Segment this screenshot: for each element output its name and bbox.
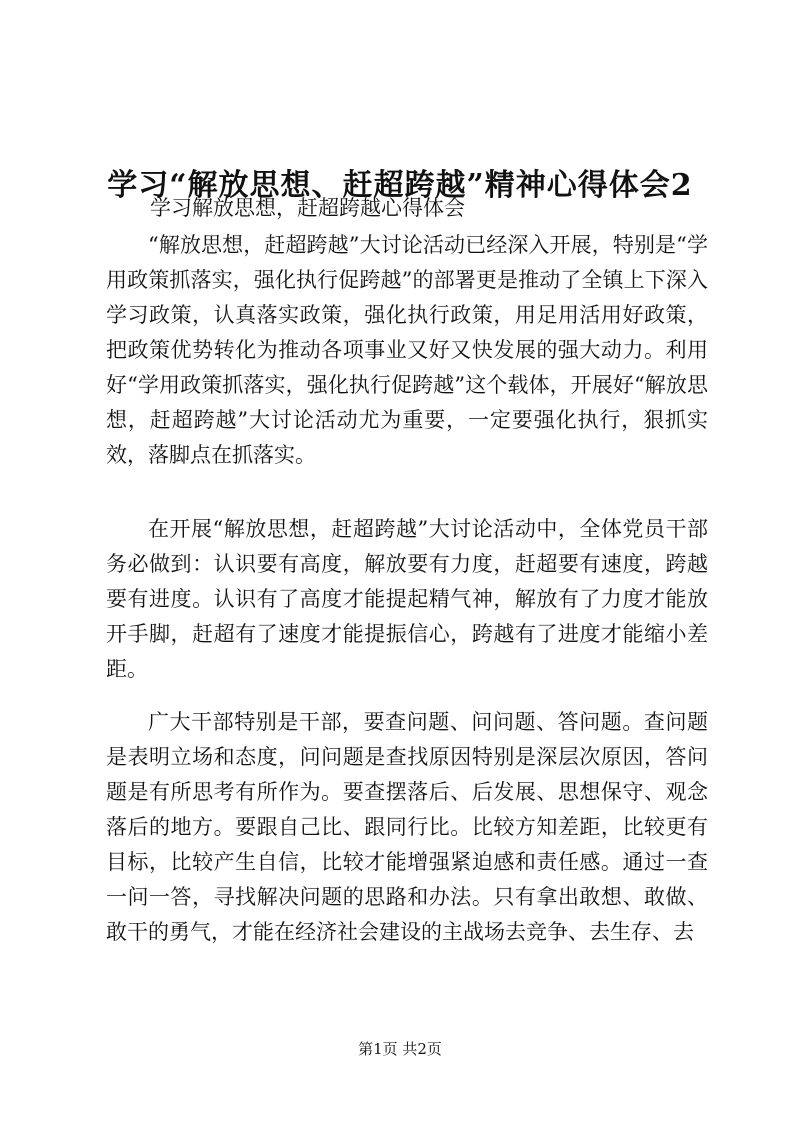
page-number-footer: 第1页 共2页 <box>358 1040 442 1058</box>
paragraph-1: “解放思想，赶超跨越”大讨论活动已经深入开展，特别是“学用政策抓落实，强化执行促跨越”的部署更是推动了全镇上下深入学习政策，认真落实政策，强化执行政策，用足用活用好政策，把政策优势转化为推动各项事业又好又快发展的强大动力。利用好“学用政策抓落实，强化执行促跨越”这个载体，开展好“解放思想，赶超跨越”大讨论活动尤为重要，一定要强化执行，狠抓实效，落脚点在抓落实。 <box>106 233 708 467</box>
document-title: 学习“解放思想、赶超跨越”精神心得体会2 <box>107 168 693 204</box>
paragraph-2: 在开展“解放思想，赶超跨越”大讨论活动中，全体党员干部务必做到：认识要有高度，解放要有力度，赶超要有速度，跨越要有进度。认识有了高度才能提起精气神，解放有了力度才能放开手脚，赶超有了速度才能提振信心，跨越有了进度才能缩小差距。 <box>106 517 708 681</box>
paragraph-3: 广大干部特别是干部，要查问题、问问题、答问题。查问题是表明立场和态度，问问题是查找原因特别是深层次原因，答问题是有所思考有所作为。要查摆落后、后发展、思想保守、观念落后的地方。要跟自己比、跟同行比。比较方知差距，比较更有目标，比较产生自信，比较才能增强紧迫感和责任感。通过一查一问一答，寻找解决问题的思路和办法。只有拿出敢想、敢做、敢干的勇气，才能在经济社会建设的主战场去竞争、去生存、去 <box>106 710 708 944</box>
document-subtitle: 学习解放思想，赶超跨越心得体会 <box>150 196 465 220</box>
